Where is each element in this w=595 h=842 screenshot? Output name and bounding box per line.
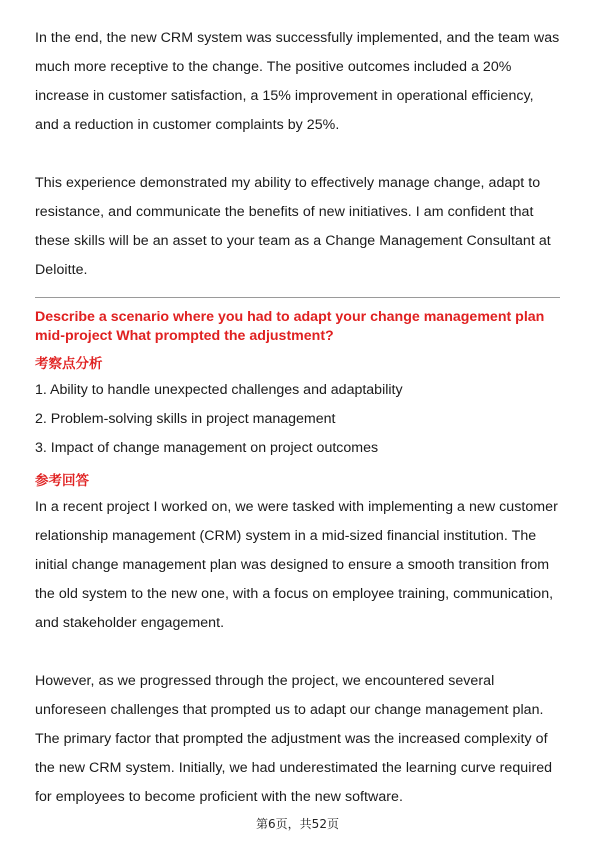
intro-paragraph-1: In the end, the new CRM system was successfully implemented, and the team was much more receptive to the change. The positive outcomes included a 20% increase in customer satisfaction, a 15% improvement in operational efficiency, and a reduction in customer complaints by 25%. xyxy=(35,30,560,133)
section-divider xyxy=(35,297,560,298)
answer-paragraph-1: In a recent project I worked on, we were tasked with implementing a new customer relationship management (CRM) system in a mid-sized financial institution. The initial change management plan was designed to ensure a smooth transition from the old system to the new one, with a focus on employee training, communication, and stakeholder engagement. xyxy=(35,499,558,631)
answer-paragraph-2: However, as we progressed through the project, we encountered several unforeseen challenges that prompted us to adapt our change management plan. The primary factor that prompted the adjustment was the increased complexity of the new CRM system. Initially, we had underestimated the learning curve required for employees to become proficient with the new software. xyxy=(35,673,553,805)
question-heading: Describe a scenario where you had to adapt your change management plan mid-project What prompted the adjustment? xyxy=(35,309,545,344)
page-number: 第6页，共52页 xyxy=(256,817,339,831)
analysis-point-3: 3. Impact of change management on project outcomes xyxy=(35,440,379,456)
analysis-point-1: 1. Ability to handle unexpected challenges and adaptability xyxy=(35,382,403,398)
analysis-point-2: 2. Problem-solving skills in project management xyxy=(35,411,336,427)
answer-heading: 参考回答 xyxy=(35,473,89,489)
paragraph-spacer xyxy=(35,638,560,667)
paragraph-spacer xyxy=(35,140,560,169)
analysis-heading: 考察点分析 xyxy=(35,356,103,372)
intro-paragraph-2: This experience demonstrated my ability to effectively manage change, adapt to resistance, and communicate the benefits of new initiatives. I am confident that these skills will be an asset to your team as a Change Management Consultant at Deloitte. xyxy=(35,175,551,278)
document-page xyxy=(35,24,560,812)
analysis-list xyxy=(35,376,560,463)
